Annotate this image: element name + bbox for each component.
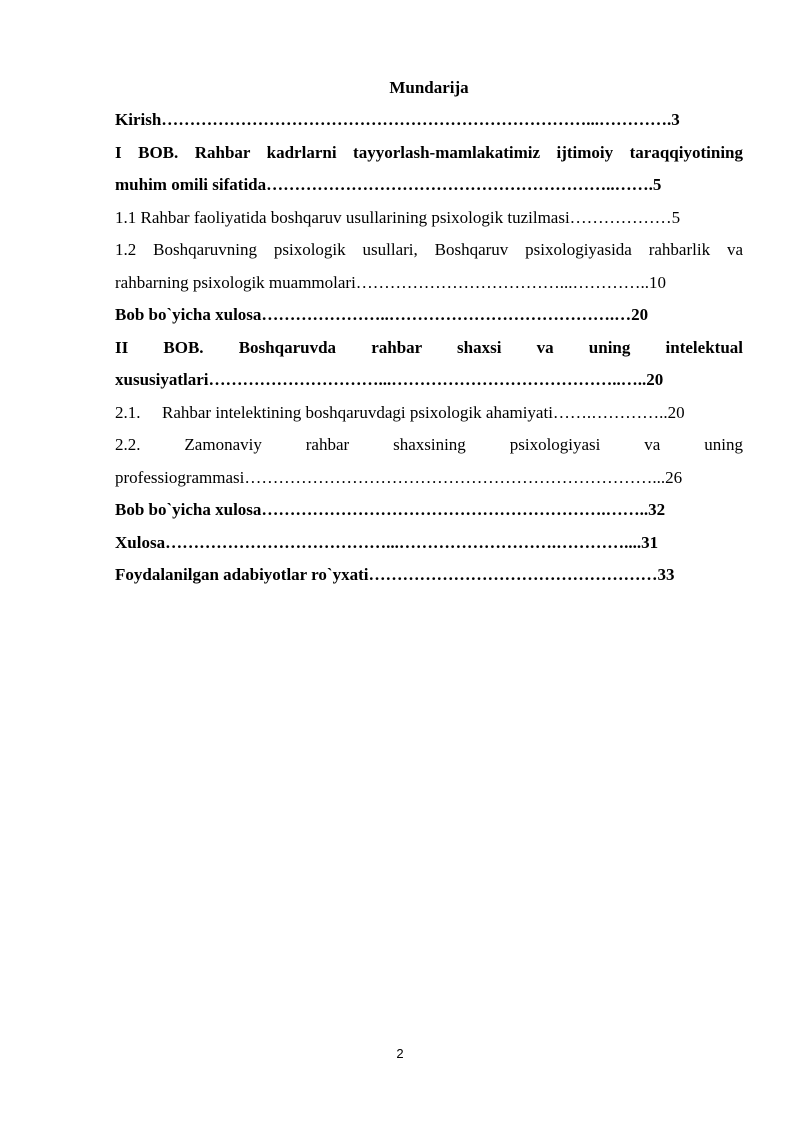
toc-entry-section-2-2-line2: professiogrammasi………………………………………………………………...26 bbox=[115, 467, 683, 487]
toc-entry-bob1-xulosa: Bob bo`yicha xulosa…………………..………………………………….…20 bbox=[115, 305, 649, 324]
table-of-contents bbox=[115, 72, 743, 592]
toc-entry-section-1-2-line1: 1.2 Boshqaruvning psixologik usullari, Boshqaruv psixologiyasida rahbarlik va bbox=[115, 240, 743, 259]
section-number: 2.1. bbox=[115, 402, 141, 422]
toc-entry-bob2-line1: II BOB. Boshqaruvda rahbar shaxsi va uning intelektual bbox=[115, 337, 743, 357]
toc-entry-section-2-1 bbox=[115, 397, 743, 430]
toc-entry-bob1-line1: I BOB. Rahbar kadrlarni tayyorlash-mamlakatimiz ijtimoiy taraqqiyotining bbox=[115, 142, 743, 162]
toc-entry-section-1-2-line2: rahbarning psixologik muammolari………………………………...…………..10 bbox=[115, 272, 667, 292]
toc-entry-adabiyotlar: Foydalanilgan adabiyotlar ro`yxati……………………………………………33 bbox=[115, 565, 675, 584]
page-number: 2 bbox=[396, 1046, 404, 1061]
toc-entry-section-1-1: 1.1 Rahbar faoliyatida boshqaruv usullarining psixologik tuzilmasi………………5 bbox=[115, 207, 681, 227]
toc-entry-xulosa: Xulosa…………………………………...……………………….…………....31 bbox=[115, 532, 659, 552]
toc-title: Mundarija bbox=[389, 78, 469, 97]
toc-entry-section-2-2-line1: 2.2. Zamonaviy rahbar shaxsining psixologiyasi va uning bbox=[115, 435, 743, 454]
section-title: Rahbar intelektining boshqaruvdagi psixologik ahamiyati…….…………..20 bbox=[162, 402, 685, 422]
toc-entry-kirish: Kirish…………………………………………………………………...………….3 bbox=[115, 110, 680, 129]
toc-entry-bob1-line2: muhim omili sifatida……………………………………………………..…….5 bbox=[115, 175, 662, 194]
toc-entry-bob2-line2: xususiyatlari…………………………...…………………………………..…..20 bbox=[115, 370, 664, 389]
toc-entry-bob2-xulosa: Bob bo`yicha xulosa…………………………………………………….……..32 bbox=[115, 500, 666, 519]
